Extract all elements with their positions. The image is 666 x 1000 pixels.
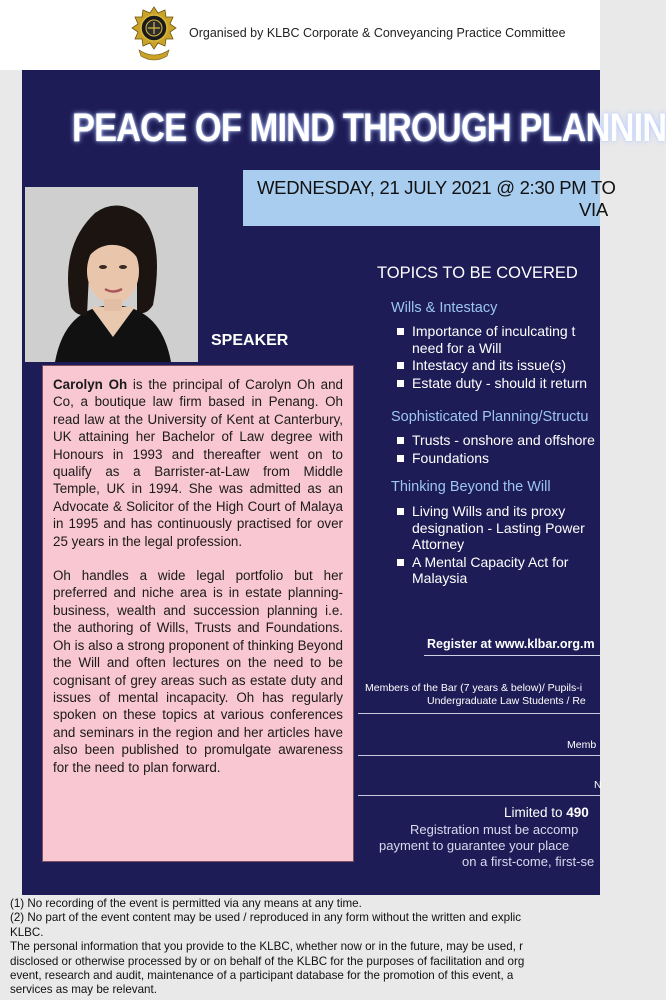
topic-list-beyond-will (396, 503, 626, 588)
topic-list-planning (396, 432, 626, 467)
registration-note-2: payment to guarantee your place (379, 838, 570, 853)
footer-note-2: (2) No part of the event content may be used / reproduced in any form without the written and explic (10, 911, 522, 925)
date-line-1: WEDNESDAY, 21 JULY 2021 @ 2:30 PM TO (257, 177, 616, 198)
date-line-2: VIA (579, 199, 608, 220)
fee-category-1: Members of the Bar (7 years & below)/ Pupils-i (365, 682, 583, 694)
limited-seats-text: Limited to 490 (504, 805, 589, 820)
bio-paragraph-1 (53, 376, 343, 550)
registration-note-3: on a first-come, first-se (462, 854, 595, 869)
fee-category-1b: Undergraduate Law Students / Re (427, 695, 586, 707)
register-link[interactable]: Register at www.klbar.org.m (427, 637, 595, 651)
footer-note-2b: KLBC. (10, 925, 44, 939)
speaker-photo (25, 187, 198, 362)
bio-paragraph-1-text: is the principal of Carolyn Oh and Co, a boutique law firm based in Penang. Oh read law at the University of Kent at Canterbury, UK attaining her Bachelor of Law degree with Honours in 1993 and thereafter went on to qualify as a Barrister-at-Law from Middle Temple, UK in 1994. She was admitted as an Advocate & Solicitor of the High Court of Malaya in 1995 and has continuously practised for over 25 years in the legal profession. (53, 377, 343, 549)
topic-section-title-beyond-will: Thinking Beyond the Will (391, 479, 551, 495)
fee-divider (358, 713, 600, 714)
date-box (243, 170, 616, 226)
seat-limit-number: 490 (566, 805, 589, 820)
footer-privacy-2: disclosed or otherwise processed by or on behalf of the KLBC for the purposes of facilitation and org (10, 954, 525, 968)
topic-item: Importance of inculcating t need for a Will (396, 323, 626, 356)
speaker-label: SPEAKER (211, 332, 289, 349)
fee-divider (358, 755, 600, 756)
speaker-name: Carolyn Oh (53, 377, 128, 392)
topic-item: Foundations (396, 450, 626, 467)
topic-section-title-planning: Sophisticated Planning/Structu (391, 409, 589, 425)
speaker-bio-box (42, 365, 354, 862)
fee-divider (358, 795, 600, 796)
register-underline (424, 655, 600, 656)
footer-privacy-4: services as may be relevant. (10, 983, 157, 997)
event-title: PEACE OF MIND THROUGH PLANNIN (72, 106, 666, 150)
footer-note-1: (1) No recording of the event is permitted via any means at any time. (10, 897, 362, 910)
topic-list-wills (396, 323, 626, 392)
fee-category-3: N (594, 779, 602, 791)
topic-item: Estate duty - should it return (396, 375, 626, 392)
topic-item: Trusts - onshore and offshore (396, 432, 626, 449)
fee-category-2: Memb (567, 739, 597, 751)
topic-item: Intestacy and its issue(s) (396, 357, 626, 374)
organiser-text: Organised by KLBC Corporate & Conveyancing Practice Committee (189, 26, 566, 40)
topic-item: Living Wills and its proxy designation - Lasting Power Attorney (396, 503, 626, 553)
bio-paragraph-2: Oh handles a wide legal portfolio but her preferred and niche area is in estate planning-business, wealth and succession planning i.e. the authoring of Wills, Trusts and Foundations. Oh is also a strong proponent of thinking Beyond the Will and often lectures on the need to be cognisant of grey areas such as estate duty and issues of mental incapacity. Oh has regularly spoken on these topics at various conferences and seminars in the region and her articles have also been published to promulgate awareness for the need to plan forward. (53, 568, 343, 775)
klbc-crest-logo (131, 6, 177, 64)
footer-privacy-1: The personal information that you provide to the KLBC, whether now or in the future, may be used, r (10, 940, 523, 954)
footer-notes (10, 897, 630, 998)
topic-item: A Mental Capacity Act for Malaysia (396, 554, 626, 587)
topic-section-title-wills: Wills & Intestacy (391, 300, 498, 316)
footer-privacy-3: event, research and audit, maintenance of a participant database for the promotion of this event, a (10, 969, 514, 983)
registration-note-1: Registration must be accomp (410, 822, 579, 837)
topics-title: TOPICS TO BE COVERED (377, 264, 578, 282)
